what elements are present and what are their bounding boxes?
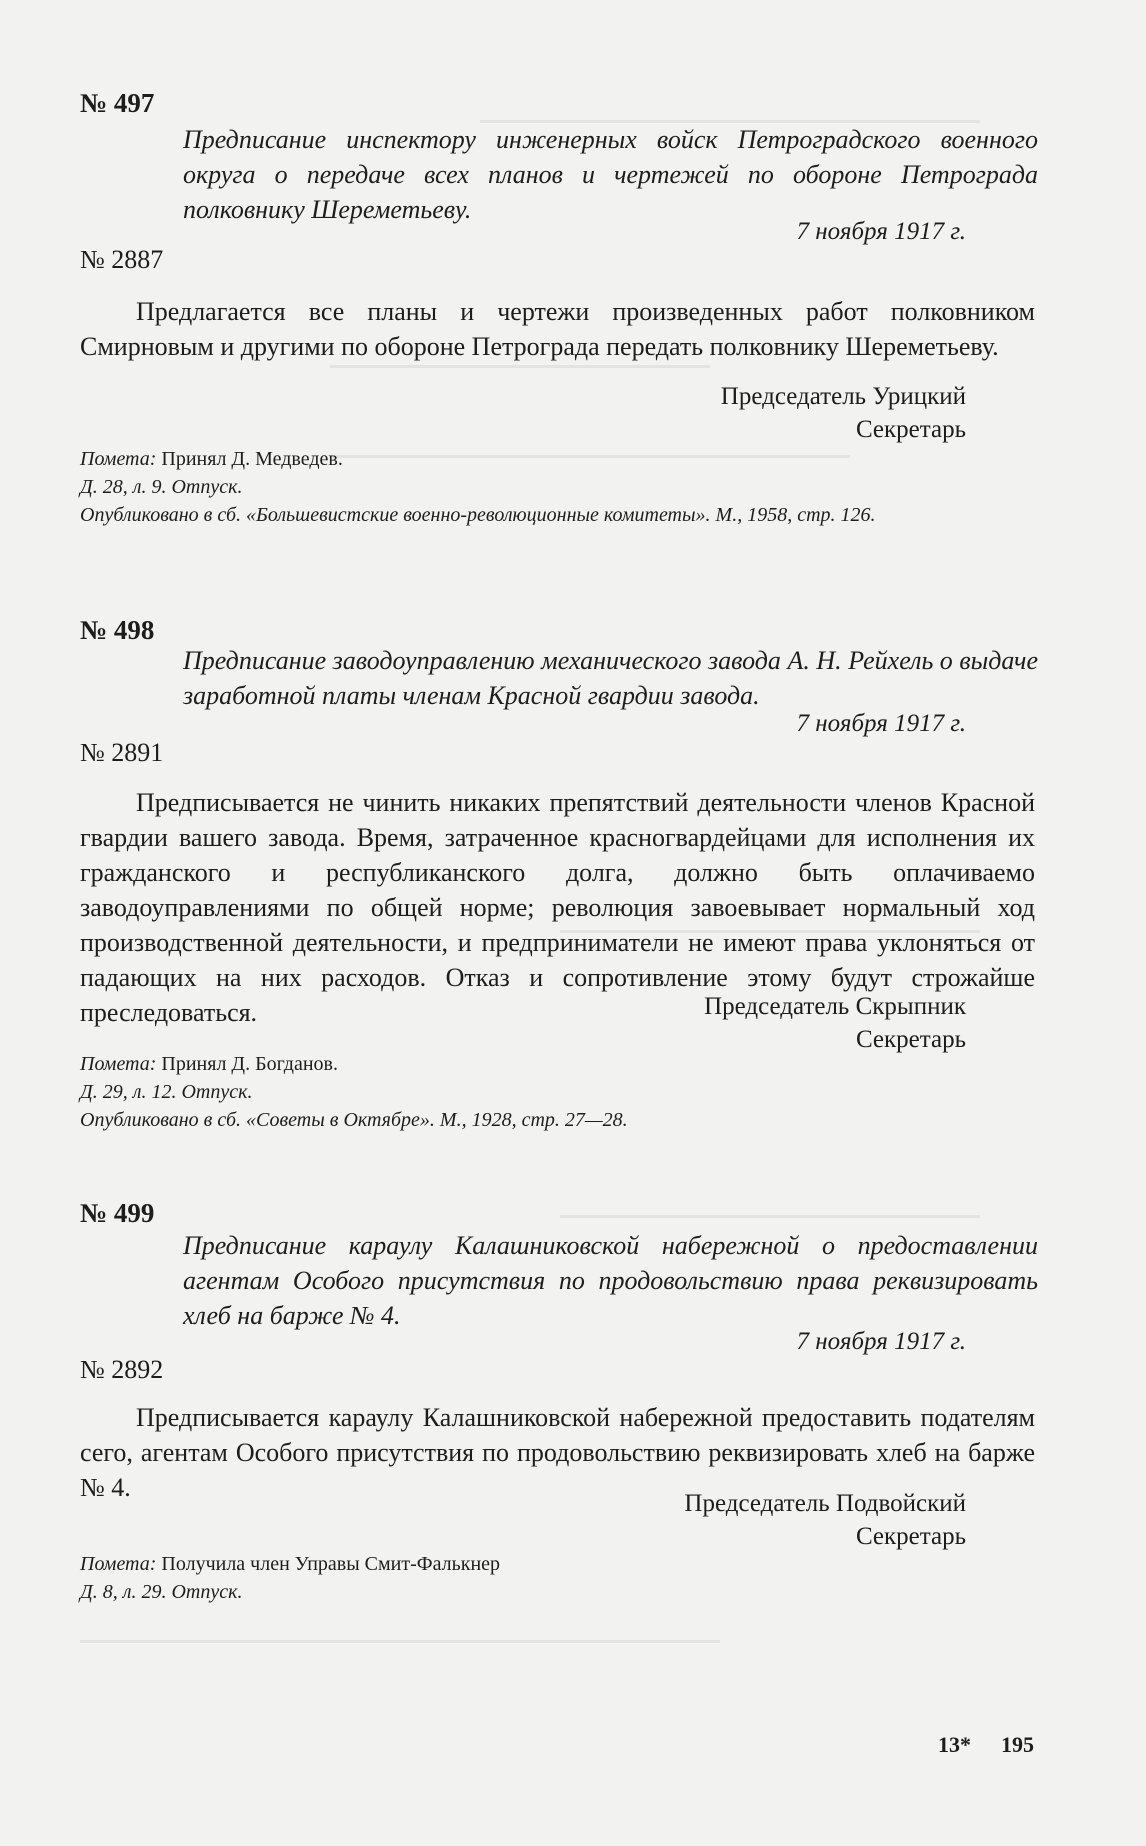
note-line [80, 1578, 1035, 1606]
document-date: 7 ноября 1917 г. [796, 710, 966, 737]
notes-block [80, 1050, 1035, 1134]
document-date: 7 ноября 1917 г. [796, 218, 966, 245]
document-body: Предписывается караулу Калашниковской набережной предоставить подателям сего, агентам Особого присутствия по продовольствию реквизировать хлеб на барже № 4. [80, 1403, 1035, 1502]
signature-block [721, 380, 966, 446]
note-text: Опубликовано в сб. «Советы в Октябре». М., 1928, стр. 27—28. [80, 1109, 628, 1131]
note-label: Помета: [80, 1053, 157, 1075]
note-line [80, 473, 1035, 501]
signature-block [684, 1487, 966, 1553]
document-number: № 499 [80, 1198, 155, 1228]
note-text: Д. 29, л. 12. Отпуск. [80, 1081, 253, 1103]
bleed-through-mark [80, 1640, 720, 1643]
notes-block [80, 1550, 1035, 1606]
archive-number: № 2887 [80, 245, 164, 274]
chairman-signature: Председатель Скрыпник [704, 993, 966, 1020]
bleed-through-mark [560, 1215, 980, 1218]
note-text: Опубликовано в сб. «Большевистские военно-революционные комитеты». М., 1958, стр. 126. [80, 504, 876, 526]
secretary-signature: Секретарь [855, 416, 966, 443]
note-text: Принял Д. Медведев. [161, 448, 343, 470]
note-text: Д. 28, л. 9. Отпуск. [80, 476, 243, 498]
note-text: Принял Д. Богданов. [161, 1053, 338, 1075]
document-heading: Предписание инспектору инженерных войск Петроградского военного округа о передаче всех планов и чертежей по обороне Петрограда полковнику Шереметьеву. [183, 125, 1038, 224]
document-body: Предписывается не чинить никаких препятствий деятельности членов Красной гвардии вашего завода. Время, затраченное красногвардейцами для исполнения их гражданского и республиканского долга, должно быть оплачиваемо заводоуправлениями по общей норме; революция завоевывает нормальный ход производственной деятельности, и предприниматели не имеют права уклоняться от падающих на них расходов. Отказ и сопротивление этому будут строжайше преследоваться. [80, 788, 1035, 1027]
document-heading: Предписание заводоуправлению механического завода А. Н. Рейхель о выдаче заработной платы членам Красной гвардии завода. [183, 646, 1038, 710]
note-line [80, 1106, 1035, 1134]
archive-number: № 2892 [80, 1355, 164, 1384]
note-line [80, 1550, 1035, 1578]
document-heading: Предписание караулу Калашниковской набережной о предоставлении агентам Особого присутствия по продовольствию права реквизировать хлеб на барже № 4. [183, 1231, 1038, 1330]
note-line [80, 1050, 1035, 1078]
document-body: Предлагается все планы и чертежи произведенных работ полковником Смирновым и другими по обороне Петрограда передать полковнику Шереметьеву. [80, 297, 1035, 361]
note-line [80, 1078, 1035, 1106]
document-number: № 498 [80, 615, 155, 645]
document-date: 7 ноября 1917 г. [796, 1328, 966, 1355]
notes-block [80, 445, 1035, 529]
chairman-signature: Председатель Подвойский [684, 1490, 966, 1517]
note-label: Помета: [80, 1553, 157, 1575]
note-text: Д. 8, л. 29. Отпуск. [80, 1581, 243, 1603]
chairman-signature: Председатель Урицкий [720, 383, 966, 410]
signature-block [704, 990, 966, 1056]
secretary-signature: Секретарь [855, 1026, 966, 1053]
page-number: 195 [1001, 1732, 1034, 1757]
document-number: № 497 [80, 88, 155, 118]
note-text: Получила член Управы Смит-Фалькнер [161, 1553, 501, 1575]
note-line [80, 501, 1035, 529]
archive-number: № 2891 [80, 738, 164, 767]
secretary-signature: Секретарь [855, 1523, 966, 1550]
note-label: Помета: [80, 448, 157, 470]
signature-mark: 13* [938, 1732, 971, 1757]
note-line [80, 445, 1035, 473]
bleed-through-mark [330, 365, 710, 368]
